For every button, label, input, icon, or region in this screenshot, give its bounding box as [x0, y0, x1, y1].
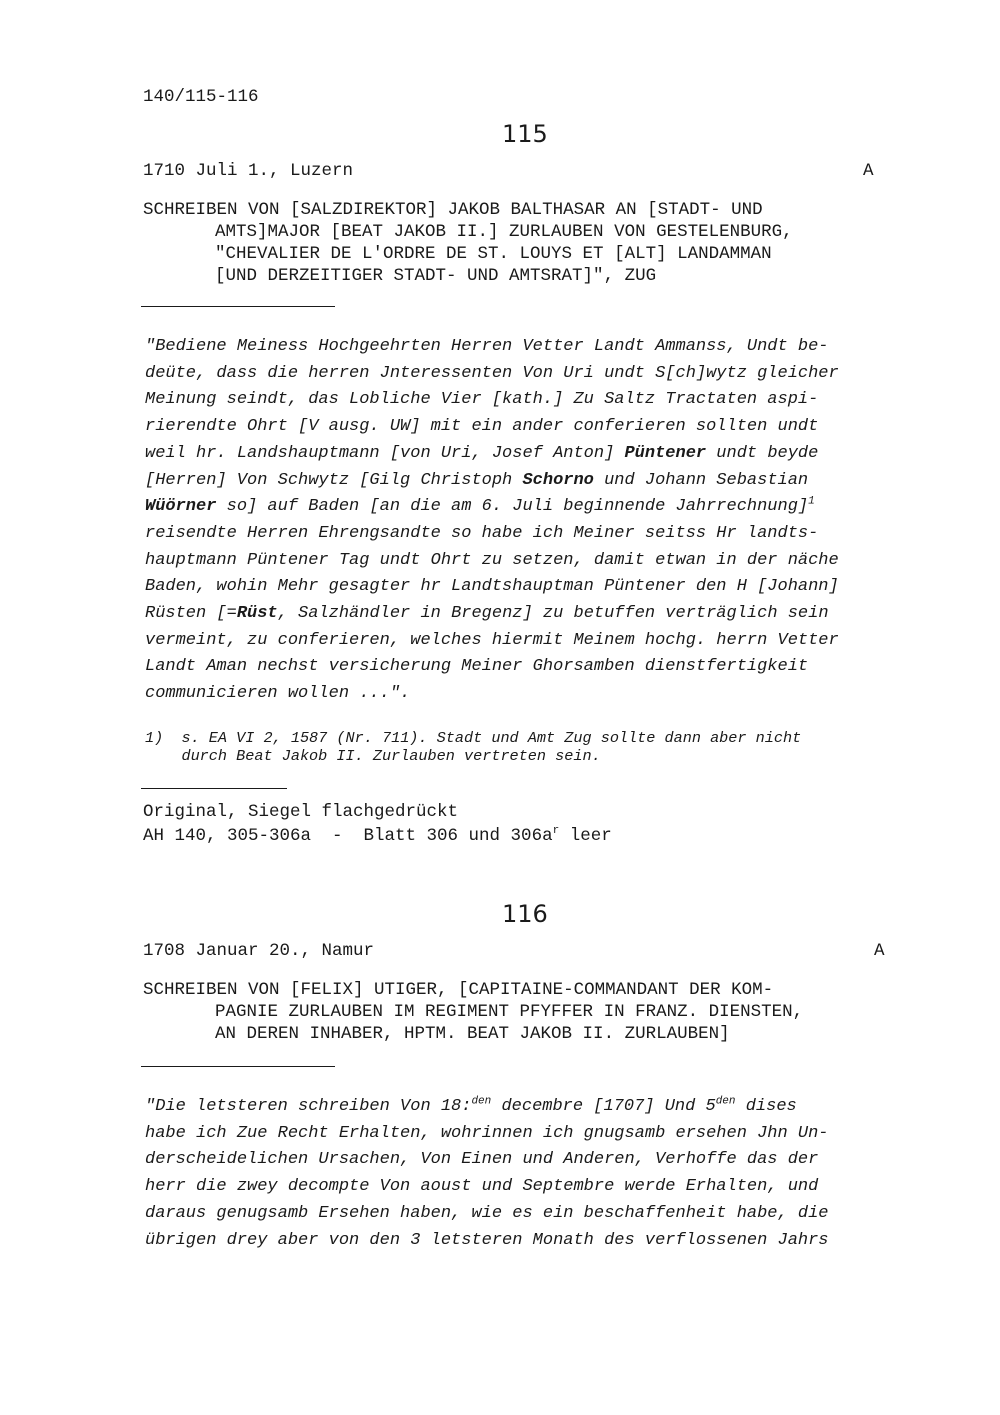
- source-line-1: Original, Siegel flachgedrückt: [143, 802, 459, 822]
- doc-116-title-line-3: AN DEREN INHABER, HPTM. BEAT JAKOB II. ZURLAUBEN]: [215, 1024, 730, 1044]
- source-line-2: [143, 824, 612, 848]
- doc-116-code: A: [874, 941, 885, 961]
- footnote-line: durch Beat Jakob II. Zurlauben vertreten sein.: [145, 747, 601, 765]
- doc-115-number: 115: [502, 120, 548, 148]
- doc-115-title: [143, 199, 793, 287]
- doc-115-date-place: 1710 Juli 1., Luzern: [143, 161, 354, 181]
- doc-116-quote: [145, 1094, 829, 1254]
- doc-116-number: 116: [502, 900, 548, 928]
- doc-115-quote-line: hauptmann Püntener Tag undt Ohrt zu setzen, damit etwan in der näche: [145, 550, 839, 570]
- superscript: r: [552, 825, 560, 838]
- quote-text: decembre [1707] Und 5: [491, 1097, 716, 1116]
- doc-115-quote-line: [145, 601, 839, 628]
- doc-116-quote-line: herr die zwey decompte Von aoust und Septembre werde Erhalten, und: [145, 1177, 819, 1197]
- quote-text: , Salzhändler in Bregenz] zu betuffen verträglich sein: [277, 604, 829, 624]
- doc-115-footnote: [145, 729, 801, 765]
- doc-116-quote-line: derscheidelichen Ursachen, Von Einen und Anderen, Verhoffe das der: [145, 1150, 819, 1170]
- doc-115-title-line-2: AMTS]MAJOR [BEAT JAKOB II.] ZURLAUBEN VON GESTELENBURG,: [215, 222, 793, 242]
- doc-115-code: A: [863, 161, 874, 181]
- source-text: AH 140, 305-306a - Blatt 306 und 306a: [143, 826, 553, 846]
- name-ruest: Rüst: [236, 604, 278, 624]
- doc-115-quote-line: [145, 468, 839, 495]
- doc-116-title: [143, 979, 803, 1045]
- doc-115-quote-line: [145, 494, 839, 521]
- quote-text: so] auf Baden [an die am 6. Juli beginnende Jahrrechnung]: [216, 497, 809, 517]
- doc-115-quote-line: Meinung seindt, das Lobliche Vier [kath.] Zu Saltz Tractaten aspi-: [145, 390, 819, 410]
- quote-text: Rüsten [=: [145, 604, 237, 624]
- doc-115-quote-line: reisendte Herren Ehrengsandte so habe ich Meiner seitss Hr landts-: [145, 523, 819, 543]
- quote-text: und Johann Sebastian: [593, 470, 809, 490]
- quote-text: undt beyde: [706, 443, 819, 463]
- doc-115-quote-line: "Bediene Meiness Hochgeehrten Herren Vetter Landt Ammanss, Undt be-: [145, 337, 829, 356]
- footnote-marker: 1: [808, 495, 815, 508]
- page-reference: 140/115-116: [143, 87, 259, 107]
- doc-116-title-rule: [141, 1066, 335, 1067]
- doc-115-quote-line: [145, 441, 839, 468]
- doc-115-title-line-1: SCHREIBEN VON [SALZDIREKTOR] JAKOB BALTHASAR AN [STADT- UND: [143, 200, 763, 220]
- doc-116-quote-line: habe ich Zue Recht Erhalten, wohrinnen ich gnugsamb ersehen Jhn Un-: [145, 1123, 829, 1143]
- doc-115-source: [143, 800, 612, 848]
- name-schorno: Schorno: [522, 470, 594, 490]
- doc-116-title-line-2: PAGNIE ZURLAUBEN IM REGIMENT PFYFFER IN FRANZ. DIENSTEN,: [215, 1002, 804, 1022]
- doc-116-quote-line: daraus genugsamb Ersehen haben, wie es ein beschaffenheit habe, die: [145, 1203, 829, 1223]
- doc-115-title-rule: [141, 306, 335, 307]
- quote-text: "Die letsteren schreiben Von 18:: [145, 1097, 472, 1116]
- superscript: den: [471, 1095, 492, 1108]
- doc-115-source-rule: [141, 788, 287, 789]
- doc-115-title-line-3: "CHEVALIER DE L'ORDRE DE ST. LOUYS ET [ALT] LANDAMMAN: [215, 244, 772, 264]
- source-text: leer: [559, 826, 612, 846]
- doc-116-date-place: 1708 Januar 20., Namur: [143, 941, 375, 961]
- name-puentener: Püntener: [624, 443, 707, 463]
- doc-115-quote-line: deüte, dass die herren Jnteressenten Von Uri undt S[ch]wytz gleicher: [145, 363, 839, 383]
- doc-115-quote-line: communicieren wollen ...".: [145, 684, 411, 704]
- superscript: den: [715, 1095, 736, 1108]
- quote-text: weil hr. Landshauptmann [von Uri, Josef Anton]: [145, 443, 625, 463]
- doc-115-quote-line: Landt Aman nechst versicherung Meiner Ghorsamben dienstfertigkeit: [145, 657, 809, 677]
- doc-115-quote-line: Baden, wohin Mehr gesagter hr Landtshauptman Püntener den H [Johann]: [145, 577, 839, 597]
- doc-116-title-line-1: SCHREIBEN VON [FELIX] UTIGER, [CAPITAINE-COMMANDANT DER KOM-: [143, 980, 774, 1000]
- doc-116-quote-line: übrigen drey aber von den 3 letsteren Monath des verflossenen Jahrs: [145, 1230, 829, 1250]
- quote-text: [Herren] Von Schwytz [Gilg Christoph: [145, 470, 523, 490]
- footnote-line: 1) s. EA VI 2, 1587 (Nr. 711). Stadt und Amt Zug sollte dann aber nicht: [145, 729, 802, 747]
- doc-115-quote-line: rierendte Ohrt [V ausg. UW] mit ein ander conferieren sollten undt: [145, 417, 819, 437]
- name-wueoerner: Wüörner: [145, 497, 217, 517]
- doc-115-title-line-4: [UND DERZEITIGER STADT- UND AMTSRAT]", ZUG: [215, 266, 657, 286]
- doc-115-quote: [145, 334, 839, 708]
- quote-text: dises: [735, 1097, 797, 1116]
- doc-116-quote-line: [145, 1094, 829, 1121]
- doc-115-quote-line: vermeint, zu conferieren, welches hiermit Meinem hochg. herrn Vetter: [145, 630, 839, 650]
